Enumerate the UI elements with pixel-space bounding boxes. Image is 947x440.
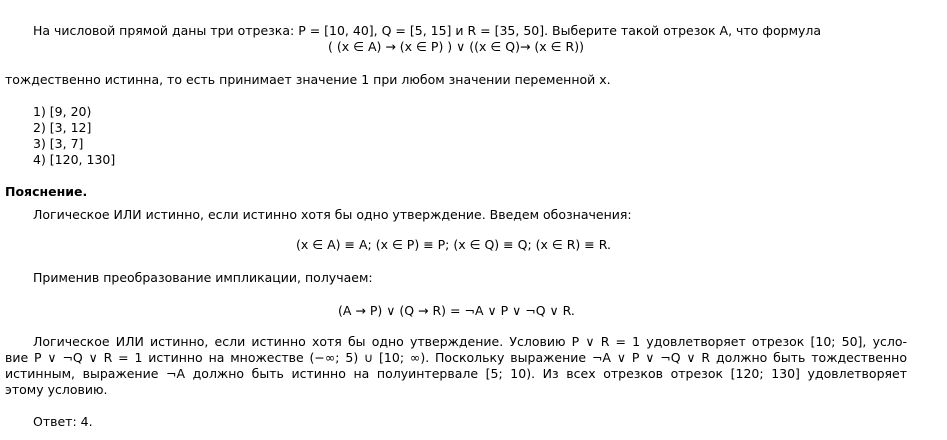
option-1: 1) [9, 20) xyxy=(33,104,92,119)
problem-line-1: На числовой прямой даны три отрезка: P = [10, 40], Q = [5, 15] и R = [35, 50]. Выберите такой отрезок A, что формула xyxy=(33,23,822,38)
explanation-paragraph-1: Логическое ИЛИ истинно, если истинно хотя бы одно утверждение. Введем обозначения: xyxy=(33,207,632,222)
option-4: 4) [120, 130] xyxy=(33,152,116,167)
answer-line: Ответ: 4. xyxy=(33,414,93,429)
explanation-paragraph-3-line-4: этому условию. xyxy=(5,382,108,397)
problem-line-3: тождественно истинна, то есть принимает значение 1 при любом значении переменной х. xyxy=(5,72,611,87)
explanation-paragraph-2: Применив преобразование импликации, получаем: xyxy=(33,270,373,285)
option-3: 3) [3, 7] xyxy=(33,136,84,151)
explanation-heading: Пояснение. xyxy=(5,184,88,199)
explanation-paragraph-3-line-1: Логическое ИЛИ истинно, если истинно хотя бы одно утверждение. Условию P ∨ R = 1 удовлетворяет отрезок [10; 50], усло- xyxy=(33,334,907,349)
notation-formula: (x ∈ A) ≡ A; (x ∈ P) ≡ P; (x ∈ Q) ≡ Q; (x ∈ R) ≡ R. xyxy=(296,237,611,252)
explanation-paragraph-3-line-3: истинным, выражение ¬A должно быть истинно на полуинтервале [5; 10). Из всех отрезков отрезок [120; 130] удовлетворяет xyxy=(5,366,907,381)
explanation-paragraph-3-line-2: вие P ∨ ¬Q ∨ R = 1 истинно на множестве (−∞; 5) ∪ [10; ∞). Поскольку выражение ¬A ∨ P ∨ ¬Q ∨ R должно быть тождественно xyxy=(5,350,907,365)
option-2: 2) [3, 12] xyxy=(33,120,92,135)
implication-formula: (A → P) ∨ (Q → R) = ¬A ∨ P ∨ ¬Q ∨ R. xyxy=(338,303,575,318)
problem-formula: ( (x ∈ A) → (x ∈ P) ) ∨ ((x ∈ Q)→ (x ∈ R)) xyxy=(328,39,584,54)
